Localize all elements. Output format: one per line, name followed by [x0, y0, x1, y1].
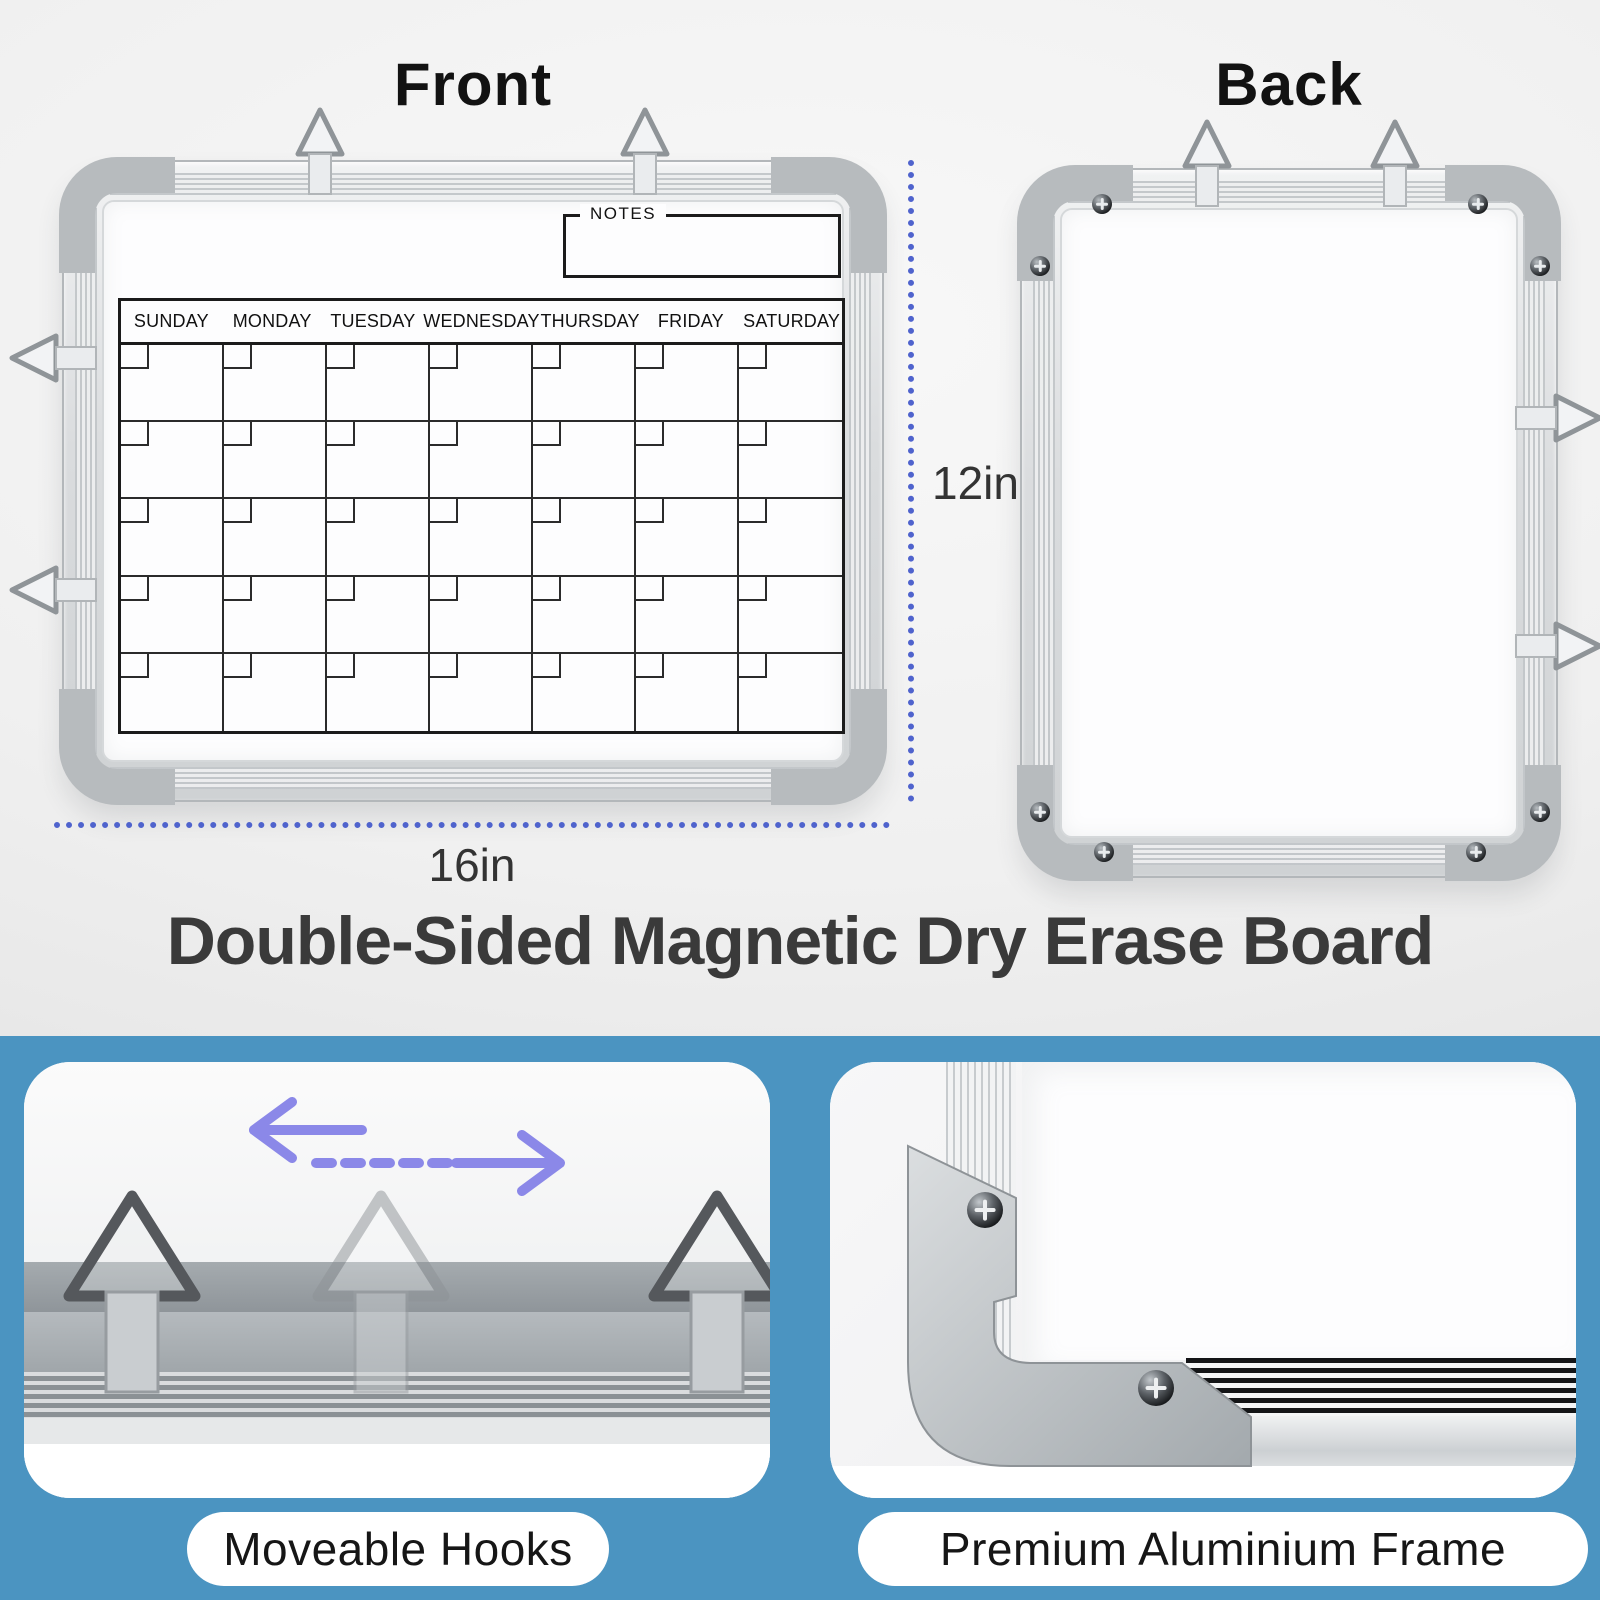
day-header-saturday: SATURDAY	[743, 311, 841, 331]
calendar-day-cell	[533, 422, 636, 499]
calendar-day-cell	[430, 345, 533, 422]
calendar-day-cell	[636, 499, 739, 576]
day-header-wednesday: WEDNESDAY	[423, 311, 540, 331]
date-corner-tab	[121, 345, 149, 369]
date-corner-tab	[430, 654, 458, 678]
day-header-sunday: SUNDAY	[133, 311, 209, 331]
date-corner-tab	[636, 654, 664, 678]
calendar-day-cell	[533, 577, 636, 654]
calendar-day-cell	[533, 499, 636, 576]
calendar-day-cell	[533, 345, 636, 422]
calendar-day-cell	[224, 499, 327, 576]
screw-icon	[1530, 802, 1550, 822]
date-corner-tab	[327, 422, 355, 446]
day-header-friday: FRIDAY	[657, 311, 724, 331]
date-corner-tab	[533, 499, 561, 523]
date-corner-tab	[121, 422, 149, 446]
date-corner-tab	[327, 499, 355, 523]
calendar-day-cell	[121, 422, 224, 499]
date-corner-tab	[224, 422, 252, 446]
date-corner-tab	[739, 577, 767, 601]
calendar-day-header-row	[121, 301, 842, 345]
date-corner-tab	[121, 499, 149, 523]
frame-ridges	[1068, 181, 1510, 203]
date-corner-tab	[430, 345, 458, 369]
date-corner-tab	[533, 577, 561, 601]
date-corner-tab	[739, 499, 767, 523]
calendar-day-cell	[636, 345, 739, 422]
screw-icon	[1466, 842, 1486, 862]
calendar-day-cell	[739, 577, 842, 654]
calendar-day-cell	[327, 577, 430, 654]
calendar-day-cell	[327, 499, 430, 576]
width-dimension-label: 16in	[428, 839, 516, 891]
date-corner-tab	[430, 422, 458, 446]
calendar-day-cell	[327, 345, 430, 422]
slide-direction-arrows-icon	[24, 1062, 770, 1498]
calendar-day-cell	[224, 345, 327, 422]
date-corner-tab	[533, 345, 561, 369]
date-corner-tab	[224, 345, 252, 369]
date-corner-tab	[224, 577, 252, 601]
calendar-day-cell	[636, 577, 739, 654]
date-corner-tab	[739, 422, 767, 446]
triangle-hook-icon	[617, 104, 673, 198]
calendar-day-cell	[121, 577, 224, 654]
screw-icon	[1468, 194, 1488, 214]
date-corner-tab	[430, 577, 458, 601]
calendar-day-cell	[121, 654, 224, 731]
moveable-hooks-panel	[24, 1062, 770, 1498]
back-whiteboard-surface	[1060, 208, 1518, 838]
date-corner-tab	[739, 345, 767, 369]
date-corner-tab	[636, 345, 664, 369]
triangle-hook-icon	[1179, 116, 1235, 210]
aluminium-frame-panel	[830, 1062, 1576, 1498]
calendar-day-cell	[327, 654, 430, 731]
screw-icon	[1530, 256, 1550, 276]
front-view-label: Front	[393, 51, 553, 118]
date-corner-tab	[430, 499, 458, 523]
date-corner-tab	[224, 654, 252, 678]
calendar-day-cell	[739, 422, 842, 499]
date-corner-tab	[533, 422, 561, 446]
date-corner-tab	[636, 422, 664, 446]
calendar-day-cell	[430, 577, 533, 654]
product-title: Double-Sided Magnetic Dry Erase Board	[166, 903, 1434, 979]
calendar-day-cell	[430, 499, 533, 576]
frame-ridges	[1033, 216, 1055, 830]
triangle-hook-icon	[1367, 116, 1423, 210]
frame-ridges	[110, 173, 836, 195]
triangle-hook-icon	[292, 104, 348, 198]
screw-icon	[967, 1192, 1003, 1228]
width-dimension-line	[54, 822, 890, 828]
calendar-day-cell	[739, 499, 842, 576]
calendar-grid	[118, 298, 845, 734]
date-corner-tab	[224, 499, 252, 523]
date-corner-tab	[533, 654, 561, 678]
back-board	[1020, 168, 1558, 878]
date-corner-tab	[739, 654, 767, 678]
calendar-day-cell	[636, 422, 739, 499]
screw-icon	[1030, 802, 1050, 822]
back-view-label: Back	[1215, 51, 1363, 118]
frame-ridges	[75, 208, 97, 754]
frame-ridges	[849, 208, 871, 754]
calendar-day-cell	[224, 422, 327, 499]
triangle-hook-icon	[6, 562, 100, 618]
calendar-day-cell	[327, 422, 430, 499]
calendar-day-cell	[739, 345, 842, 422]
calendar-grid-cells	[121, 345, 842, 731]
notes-box	[563, 204, 841, 278]
frame-ridges	[1523, 216, 1545, 830]
notes-label: NOTES	[580, 204, 666, 224]
calendar-day-cell	[739, 654, 842, 731]
day-header-tuesday: TUESDAY	[330, 311, 416, 331]
height-dimension-label: 12in	[932, 457, 1019, 509]
calendar-day-cell	[533, 654, 636, 731]
frame-ridges	[110, 767, 836, 789]
calendar-day-cell	[430, 422, 533, 499]
day-header-monday: MONDAY	[232, 311, 312, 331]
calendar-day-cell	[224, 577, 327, 654]
calendar-day-cell	[430, 654, 533, 731]
screw-icon	[1138, 1370, 1174, 1406]
day-header-thursday: THURSDAY	[540, 311, 640, 331]
date-corner-tab	[121, 654, 149, 678]
calendar-day-cell	[121, 499, 224, 576]
date-corner-tab	[636, 499, 664, 523]
aluminium-frame-caption: Premium Aluminium Frame	[858, 1512, 1588, 1586]
corner-cap-closeup	[830, 1062, 1576, 1498]
triangle-hook-icon	[1512, 390, 1600, 446]
calendar-day-cell	[636, 654, 739, 731]
date-corner-tab	[327, 577, 355, 601]
height-dimension-line	[908, 160, 914, 802]
screw-icon	[1094, 842, 1114, 862]
calendar-day-cell	[224, 654, 327, 731]
date-corner-tab	[636, 577, 664, 601]
triangle-hook-icon	[1512, 618, 1600, 674]
screw-icon	[1092, 194, 1112, 214]
date-corner-tab	[327, 345, 355, 369]
frame-ridges	[1068, 843, 1510, 865]
calendar-day-cell	[121, 345, 224, 422]
screw-icon	[1030, 256, 1050, 276]
date-corner-tab	[121, 577, 149, 601]
features-section	[0, 1036, 1600, 1600]
triangle-hook-icon	[6, 330, 100, 386]
date-corner-tab	[327, 654, 355, 678]
moveable-hooks-caption: Moveable Hooks	[187, 1512, 609, 1586]
